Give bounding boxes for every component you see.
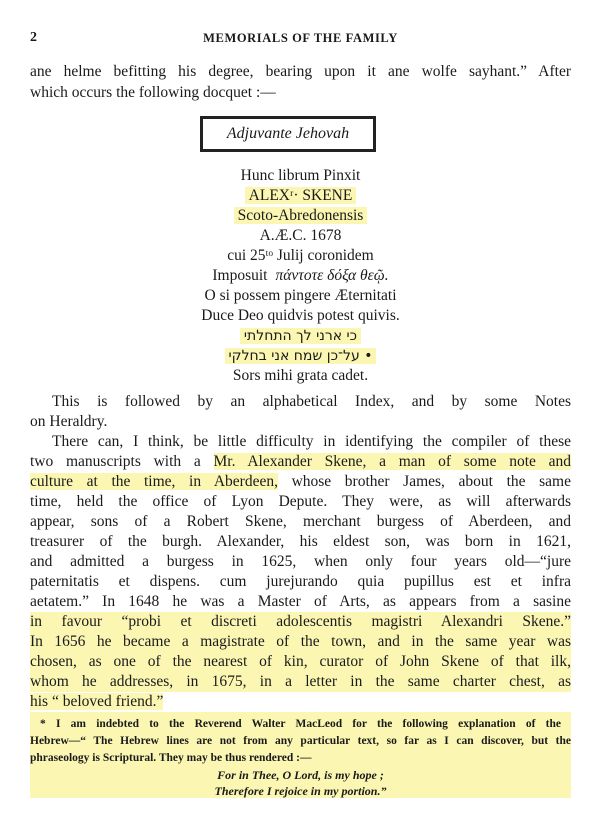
docquet-line: Sors mihi grata cadet. [232, 367, 369, 384]
paragraph-2-line: aetatem.” In 1648 he was a Master of Arts, as appears from a sasine [30, 593, 571, 610]
docquet-line: Hunc librum Pinxit [240, 167, 361, 184]
docquet-line: Duce Deo quidvis potest quivis. [201, 307, 400, 324]
running-title: MEMORIALS OF THE FAMILY [203, 31, 398, 45]
footnote-line: Hebrew—“ The Hebrew lines are not from any particular text, so far as I can discover, but the [30, 735, 571, 747]
docquet-line: cui 25ᵗᵒ Julij coronidem [227, 247, 374, 264]
footnote-line: * I am indebted to the Reverend Walter MacLeod for the following explanation of the [40, 718, 561, 730]
docquet-line: A.Æ.C. 1678 [259, 227, 342, 244]
docquet-title-box [200, 116, 376, 152]
paragraph-1-line: on Heraldry. [30, 413, 108, 430]
paragraph-2-line: appear, sons of a Robert Skene, merchant burgess of Aberdeen, and [30, 513, 571, 530]
footnote-quote-1: For in Thee, O Lord, is my hope ; [217, 768, 384, 782]
docquet-line: ALEXʳ· SKENE [0, 186, 601, 206]
paragraph-2-line: and admitted a burgess in 1625, when only four years old—“jure [30, 553, 571, 570]
paragraph-2-line: In 1656 he became a magistrate of the town, and in the same year was [30, 633, 571, 650]
docquet-line: O si possem pingere Æternitati [204, 287, 397, 304]
docquet-title: Adjuvante Jehovah [226, 125, 350, 142]
paragraph-2-line: culture at the time, in Aberdeen, whose brother James, about the same [30, 473, 571, 490]
footnote-line: phraseology is Scriptural. They may be thus rendered :— [30, 752, 312, 764]
paragraph-2-line: There can, I think, be little difficulty in identifying the compiler of these [52, 433, 571, 450]
paragraph-2-line: time, held the office of Lyon Depute. They were, as will afterwards [30, 493, 571, 510]
page-header [30, 30, 571, 50]
paragraph-2-line: his “ beloved friend.” [30, 693, 164, 710]
paragraph-2-line: chosen, as one of the nearest of kin, curator of John Skene of that ilk, [30, 653, 571, 670]
docquet-line: Scoto-Abredonensis [0, 206, 601, 226]
page-number: 2 [30, 30, 37, 45]
paragraph-1-line: This is followed by an alphabetical Index, and by some Notes [52, 393, 571, 410]
intro-line-2: which occurs the following docquet :— [30, 84, 276, 101]
hebrew-line-2: • על־כן שמח אני בחלקי [0, 346, 601, 366]
footnote-quote-2: Therefore I rejoice in my portion.” [214, 784, 387, 798]
docquet-line: Imposuit πάντοτε δόξα θεῷ. [212, 267, 389, 284]
paragraph-2-line: in favour “probi et discreti adolescentis magistri Alexandri Skene.” [30, 613, 571, 630]
intro-line-1: ane helme befitting his degree, bearing upon it ane wolfe sayhant.” After [30, 63, 571, 80]
paragraph-2-line: paternitatis et dispens. cum jurejurando quia pupillus est et infra [30, 573, 571, 590]
paragraph-2-line: treasurer of the burgh. Alexander, his eldest son, was born in 1621, [30, 533, 571, 550]
paragraph-2-line: whom he addresses, in 1675, in a letter in the same charter chest, as [30, 673, 571, 690]
hebrew-line-1: כי ארני לך התחלתי [0, 326, 601, 346]
paragraph-2-line: two manuscripts with a Mr. Alexander Skene, a man of some note and [30, 453, 571, 470]
